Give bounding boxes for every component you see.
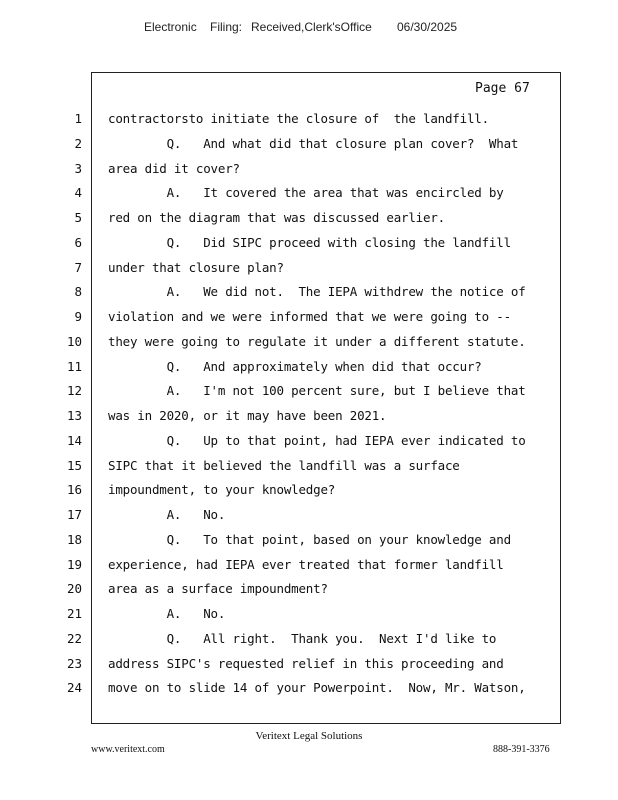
transcript-line: A. It covered the area that was encircled by [108, 185, 504, 201]
transcript-line: red on the diagram that was discussed earlier. [108, 210, 445, 225]
transcript-line: Q. To that point, based on your knowledge and [108, 531, 511, 547]
line-number: 4 [74, 185, 82, 201]
transcript-line: area did it cover? [108, 160, 240, 176]
line-number: 6 [74, 234, 82, 250]
footer-phone: 888-391-3376 [493, 744, 550, 755]
line-number: 19 [66, 556, 82, 572]
transcript-line: Q. And what did that closure plan cover? What [108, 135, 519, 151]
filing-header-date: 06/30/2025 [397, 20, 458, 34]
line-number: 23 [66, 655, 82, 671]
transcript-line: SIPC that it believed the landfill was a surface [108, 457, 460, 473]
transcript-line: violation and we were informed that we were going to -- [108, 309, 511, 324]
line-number: 20 [66, 581, 82, 597]
line-number: 10 [66, 333, 82, 349]
footer-company: Veritext Legal Solutions [255, 730, 363, 742]
transcript-line: contractorsto initiate the closure of the landfill. [108, 111, 489, 126]
line-number: 3 [74, 160, 82, 176]
transcript-line: impoundment, to your knowledge? [108, 482, 336, 498]
line-number: 14 [66, 432, 82, 448]
transcript-line: address SIPC's requested relief in this proceeding and [108, 655, 504, 671]
line-number: 5 [74, 210, 82, 225]
line-number: 1 [74, 111, 82, 126]
transcript-line: A. I'm not 100 percent sure, but I believe that [108, 383, 526, 399]
filing-header-electronic: Electronic [144, 20, 197, 34]
transcript-line: Q. Did SIPC proceed with closing the landfill [108, 234, 511, 250]
transcript-line: A. No. [108, 507, 226, 522]
line-number: 21 [66, 606, 82, 621]
transcript-line: area as a surface impoundment? [108, 581, 328, 597]
transcript-line: Q. All right. Thank you. Next I'd like to [108, 630, 497, 646]
line-number: 22 [66, 630, 82, 646]
line-number: 13 [66, 408, 82, 423]
footer-website: www.veritext.com [91, 744, 165, 755]
filing-header-filing: Filing: [210, 20, 243, 34]
line-number: 16 [66, 482, 82, 498]
line-number: 9 [74, 309, 82, 324]
line-number: 15 [66, 457, 82, 473]
transcript-line: A. No. [108, 606, 226, 621]
line-number: 7 [74, 259, 82, 275]
transcript-line: A. We did not. The IEPA withdrew the notice of [108, 284, 526, 300]
line-number: 11 [66, 358, 82, 374]
line-number: 17 [66, 507, 82, 522]
filing-header-received: Received,Clerk'sOffice [251, 20, 372, 34]
line-number: 2 [74, 135, 82, 151]
line-number: 8 [74, 284, 82, 300]
transcript-line: they were going to regulate it under a different statute. [108, 333, 526, 349]
transcript-line: Q. Up to that point, had IEPA ever indicated to [108, 432, 526, 448]
transcript-line: experience, had IEPA ever treated that former landfill [108, 556, 504, 572]
line-number: 18 [66, 531, 82, 547]
transcript-line: move on to slide 14 of your Powerpoint. Now, Mr. Watson, [108, 680, 526, 696]
line-number: 24 [66, 680, 82, 696]
page-number: Page 67 [475, 81, 530, 96]
transcript-line: Q. And approximately when did that occur? [108, 358, 482, 374]
transcript-line: under that closure plan? [108, 259, 284, 275]
line-number: 12 [66, 383, 82, 399]
transcript-line: was in 2020, or it may have been 2021. [108, 408, 387, 423]
